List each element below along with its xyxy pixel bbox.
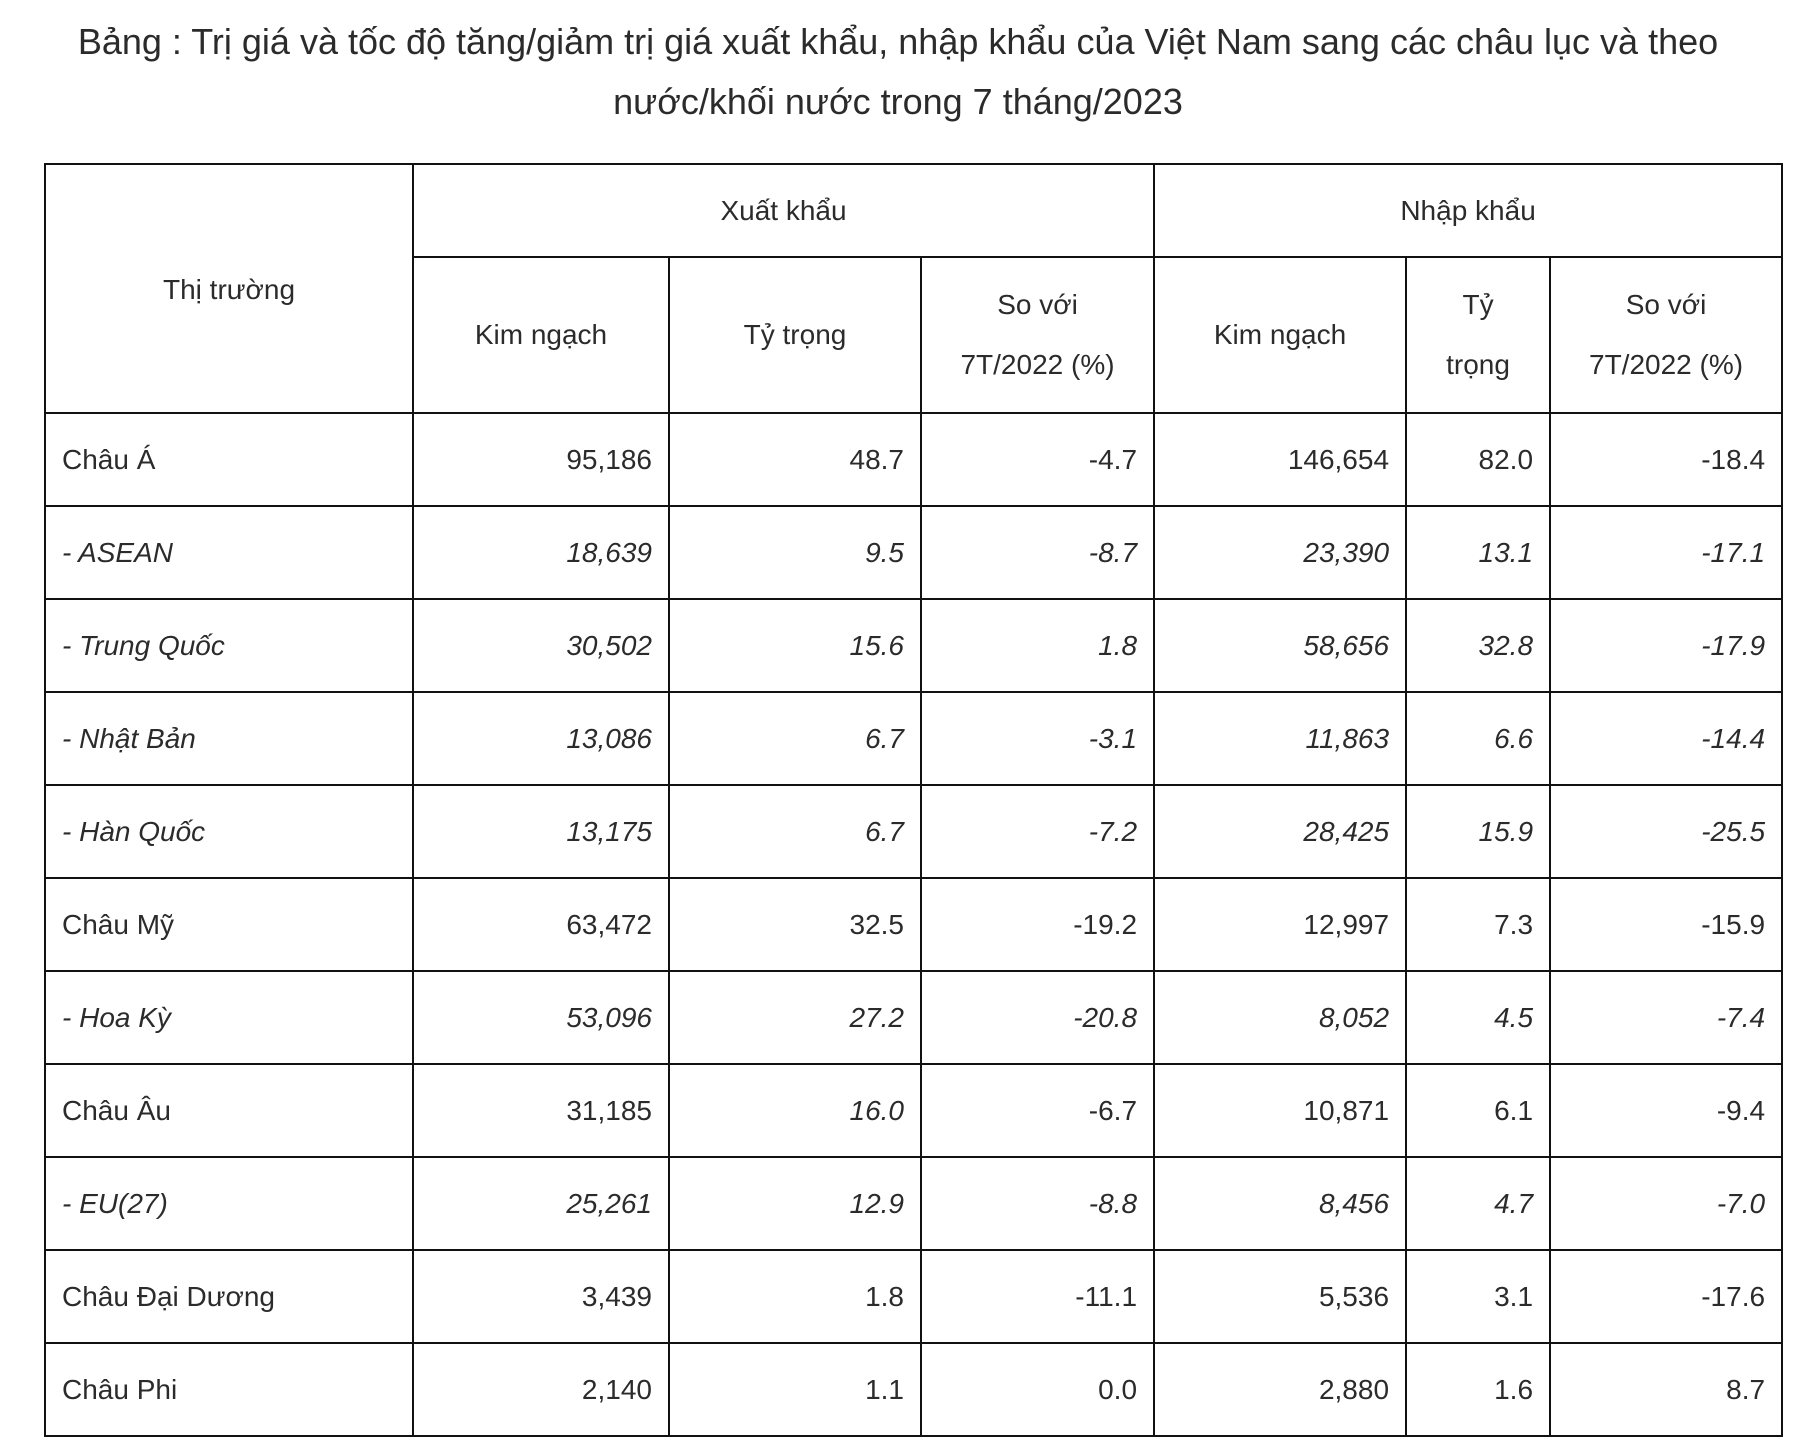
cell-market: Châu Đại Dương xyxy=(45,1250,413,1343)
cell-import-change: -9.4 xyxy=(1550,1064,1782,1157)
cell-import-share: 4.5 xyxy=(1406,971,1550,1064)
cell-market: - Nhật Bản xyxy=(45,692,413,785)
cell-export-change: -3.1 xyxy=(921,692,1154,785)
cell-export-change: -8.8 xyxy=(921,1157,1154,1250)
cell-import-share: 1.6 xyxy=(1406,1343,1550,1436)
table-row xyxy=(45,413,1782,506)
header-import-group: Nhập khẩu xyxy=(1154,164,1782,257)
header-export-value: Kim ngạch xyxy=(413,257,669,413)
trade-table xyxy=(44,163,1783,1437)
cell-export-share: 12.9 xyxy=(669,1157,921,1250)
cell-import-share: 13.1 xyxy=(1406,506,1550,599)
cell-export-value: 31,185 xyxy=(413,1064,669,1157)
header-market xyxy=(45,164,413,413)
cell-export-value: 3,439 xyxy=(413,1250,669,1343)
cell-export-value: 18,639 xyxy=(413,506,669,599)
cell-export-share: 1.1 xyxy=(669,1343,921,1436)
cell-market: Châu Mỹ xyxy=(45,878,413,971)
table-row xyxy=(45,1343,1782,1436)
cell-export-value: 13,086 xyxy=(413,692,669,785)
cell-export-change: -7.2 xyxy=(921,785,1154,878)
table-row xyxy=(45,1250,1782,1343)
cell-market: Châu Âu xyxy=(45,1064,413,1157)
table-row xyxy=(45,1064,1782,1157)
cell-export-change: -11.1 xyxy=(921,1250,1154,1343)
cell-market: Châu Á xyxy=(45,413,413,506)
title-line-2: nước/khối nước trong 7 tháng/2023 xyxy=(613,81,1183,122)
header-import-share-line2: trọng xyxy=(1446,349,1510,380)
table-row xyxy=(45,506,1782,599)
cell-import-share: 32.8 xyxy=(1406,599,1550,692)
cell-market: - Trung Quốc xyxy=(45,599,413,692)
cell-market: - EU(27) xyxy=(45,1157,413,1250)
cell-import-change: -17.1 xyxy=(1550,506,1782,599)
cell-export-share: 16.0 xyxy=(669,1064,921,1157)
header-export-share: Tỷ trọng xyxy=(669,257,921,413)
cell-export-change: -20.8 xyxy=(921,971,1154,1064)
cell-export-share: 48.7 xyxy=(669,413,921,506)
cell-export-share: 1.8 xyxy=(669,1250,921,1343)
header-import-change-line2: 7T/2022 (%) xyxy=(1589,349,1744,380)
cell-import-change: -7.0 xyxy=(1550,1157,1782,1250)
cell-export-value: 63,472 xyxy=(413,878,669,971)
cell-import-change: -18.4 xyxy=(1550,413,1782,506)
cell-import-share: 15.9 xyxy=(1406,785,1550,878)
cell-market: - Hoa Kỳ xyxy=(45,971,413,1064)
cell-import-value: 28,425 xyxy=(1154,785,1406,878)
cell-import-share: 82.0 xyxy=(1406,413,1550,506)
cell-import-value: 2,880 xyxy=(1154,1343,1406,1436)
table-row xyxy=(45,1157,1782,1250)
cell-import-value: 58,656 xyxy=(1154,599,1406,692)
cell-import-change: -7.4 xyxy=(1550,971,1782,1064)
cell-export-share: 32.5 xyxy=(669,878,921,971)
cell-export-value: 2,140 xyxy=(413,1343,669,1436)
table-row xyxy=(45,878,1782,971)
cell-market: Châu Phi xyxy=(45,1343,413,1436)
header-market-label: Thị trường xyxy=(162,274,296,305)
cell-export-change: -8.7 xyxy=(921,506,1154,599)
cell-import-change: -14.4 xyxy=(1550,692,1782,785)
cell-import-share: 3.1 xyxy=(1406,1250,1550,1343)
table-row xyxy=(45,971,1782,1064)
header-import-share xyxy=(1406,257,1550,413)
header-export-group: Xuất khẩu xyxy=(413,164,1154,257)
cell-export-value: 13,175 xyxy=(413,785,669,878)
cell-import-value: 8,052 xyxy=(1154,971,1406,1064)
cell-export-value: 95,186 xyxy=(413,413,669,506)
cell-import-value: 8,456 xyxy=(1154,1157,1406,1250)
cell-export-change: 0.0 xyxy=(921,1343,1154,1436)
cell-import-share: 7.3 xyxy=(1406,878,1550,971)
header-export-change-line2: 7T/2022 (%) xyxy=(960,349,1115,380)
cell-export-share: 6.7 xyxy=(669,692,921,785)
cell-export-share: 6.7 xyxy=(669,785,921,878)
cell-import-share: 6.6 xyxy=(1406,692,1550,785)
cell-import-change: -25.5 xyxy=(1550,785,1782,878)
title-line-1: Bảng : Trị giá và tốc độ tăng/giảm trị giá xuất khẩu, nhập khẩu của Việt Nam sang các châu lục và theo xyxy=(77,21,1719,62)
table-row xyxy=(45,785,1782,878)
header-import-share-line1: Tỷ xyxy=(1462,289,1494,320)
cell-import-change: -17.9 xyxy=(1550,599,1782,692)
cell-export-change: -19.2 xyxy=(921,878,1154,971)
cell-import-value: 10,871 xyxy=(1154,1064,1406,1157)
cell-import-value: 146,654 xyxy=(1154,413,1406,506)
cell-market: - Hàn Quốc xyxy=(45,785,413,878)
cell-import-change: -17.6 xyxy=(1550,1250,1782,1343)
cell-import-value: 12,997 xyxy=(1154,878,1406,971)
cell-import-change: 8.7 xyxy=(1550,1343,1782,1436)
cell-import-share: 4.7 xyxy=(1406,1157,1550,1250)
header-import-change xyxy=(1550,257,1782,413)
table-row xyxy=(45,599,1782,692)
cell-export-change: 1.8 xyxy=(921,599,1154,692)
cell-export-change: -4.7 xyxy=(921,413,1154,506)
header-export-change-line1: So với xyxy=(997,289,1078,320)
table-row xyxy=(45,692,1782,785)
header-import-change-line1: So với xyxy=(1625,289,1707,320)
header-import-value: Kim ngạch xyxy=(1154,257,1406,413)
cell-market: - ASEAN xyxy=(45,506,413,599)
cell-export-value: 25,261 xyxy=(413,1157,669,1250)
cell-export-share: 15.6 xyxy=(669,599,921,692)
cell-import-value: 23,390 xyxy=(1154,506,1406,599)
cell-export-share: 27.2 xyxy=(669,971,921,1064)
cell-export-share: 9.5 xyxy=(669,506,921,599)
cell-import-change: -15.9 xyxy=(1550,878,1782,971)
cell-import-share: 6.1 xyxy=(1406,1064,1550,1157)
cell-export-change: -6.7 xyxy=(921,1064,1154,1157)
cell-import-value: 11,863 xyxy=(1154,692,1406,785)
cell-export-value: 30,502 xyxy=(413,599,669,692)
cell-import-value: 5,536 xyxy=(1154,1250,1406,1343)
table-title xyxy=(0,0,1796,132)
header-export-change xyxy=(921,257,1154,413)
cell-export-value: 53,096 xyxy=(413,971,669,1064)
